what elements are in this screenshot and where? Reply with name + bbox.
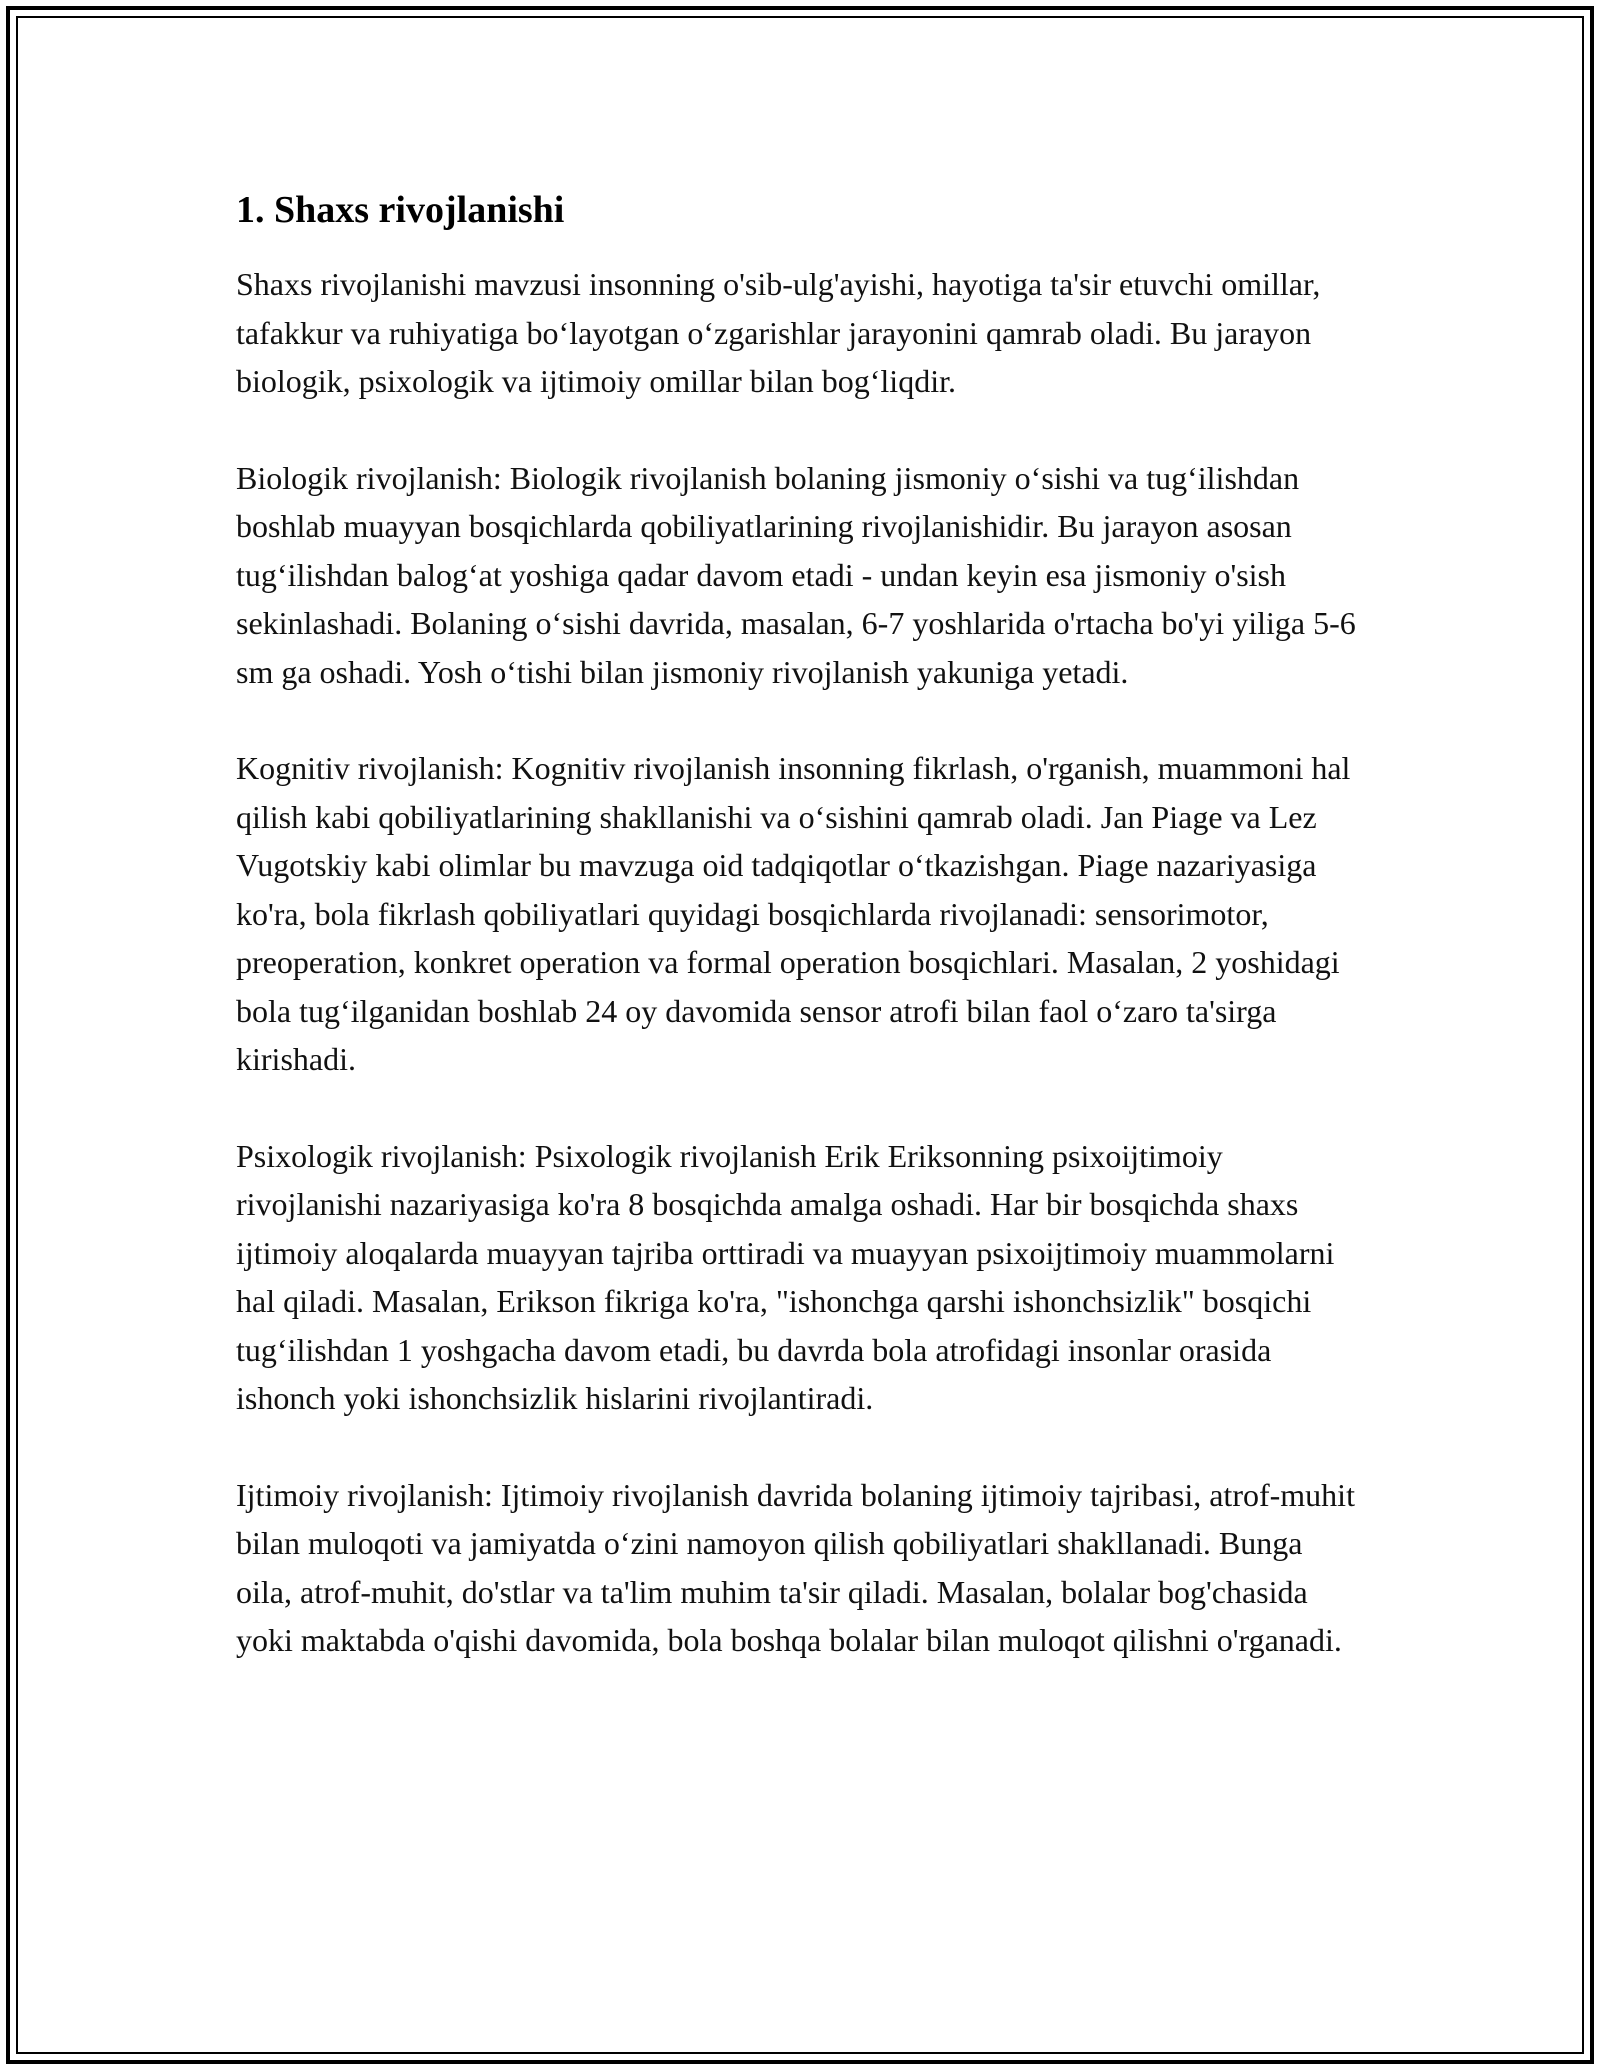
paragraph-social: Ijtimoiy rivojlanish: Ijtimoiy rivojlanish davrida bolaning ijtimoiy tajribasi, atrof-muhit bilan muloqoti va jamiyatda o‘zini namoyon qilish qobiliyatlari shakllanadi. Bunga oila, atrof-muhit, do'stlar va ta'lim muhim ta'sir qiladi. Masalan, bolalar bog'chasida yoki maktabda o'qishi davomida, bola boshqa bolalar bilan muloqot qilishni o'rganadi. <box>236 1476 1355 1658</box>
paragraph-cognitive: Kognitiv rivojlanish: Kognitiv rivojlanish insonning fikrlash, o'rganish, muammoni hal qilish kabi qobiliyatlarining shakllanishi va o‘sishini qamrab oladi. Jan Piage va Lez Vugotskiy kabi olimlar bu mavzuga oid tadqiqotlar o‘tkazishgan. Piage nazariyasiga ko'ra, bola fikrlash qobiliyatlari quyidagi bosqichlarda rivojlanadi: sensorimotor, preoperation, konkret operation va formal operation bosqichlari. Masalan, 2 yoshidagi bola tug‘ilganidan boshlab 24 oy davomida sensor atrofi bilan faol o‘zaro ta'sirga kirishadi. <box>236 750 1351 1077</box>
paragraph-biological: Biologik rivojlanish: Biologik rivojlanish bolaning jismoniy o‘sishi va tug‘ilishdan boshlab muayyan bosqichlarda qobiliyatlarining rivojlanishidir. Bu jarayon asosan tug‘ilishdan balog‘at yoshiga qadar davom etadi - undan keyin esa jismoniy o'sish sekinlashadi. Bolaning o‘sishi davrida, masalan, 6-7 yoshlarida o'rtacha bo'yi yiliga 5-6 sm ga oshadi. Yosh o‘tishi bilan jismoniy rivojlanish yakuniga yetadi. <box>236 459 1356 690</box>
document-body <box>236 186 1366 1713</box>
paragraph-intro: Shaxs rivojlanishi mavzusi insonning o'sib-ulg'ayishi, hayotiga ta'sir etuvchi omillar, tafakkur va ruhiyatiga bo‘layotgan o‘zgarishlar jarayonini qamrab oladi. Bu jarayon biologik, psixologik va ijtimoiy omillar bilan bog‘liqdir. <box>236 266 1321 399</box>
paragraph-psychological: Psixologik rivojlanish: Psixologik rivojlanish Erik Eriksonning psixoijtimoiy rivojlanishi nazariyasiga ko'ra 8 bosqichda amalga oshadi. Har bir bosqichda shaxs ijtimoiy aloqalarda muayyan tajriba orttiradi va muayyan psixoijtimoiy muammolarni hal qiladi. Masalan, Erikson fikriga ko'ra, "ishonchga qarshi ishonchsizlik" bosqichi tug‘ilishdan 1 yoshgacha davom etadi, bu davrda bola atrofidagi insonlar orasida ishonch yoki ishonchsizlik hislarini rivojlantiradi. <box>236 1137 1335 1416</box>
section-title: 1. Shaxs rivojlanishi <box>236 189 565 231</box>
